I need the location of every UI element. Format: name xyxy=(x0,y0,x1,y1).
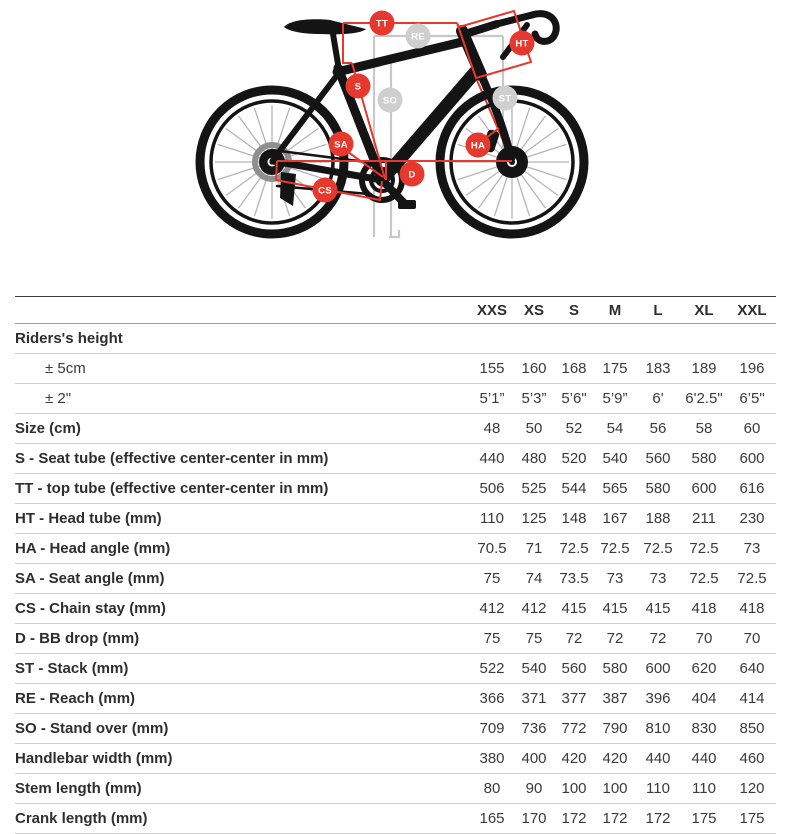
column-header-l: L xyxy=(653,301,663,319)
cell-value: 110 xyxy=(480,510,504,527)
table-row xyxy=(15,744,776,774)
cell-value: 415 xyxy=(561,600,587,617)
cell-value: 74 xyxy=(525,570,543,587)
badge-re xyxy=(406,24,431,49)
badge-tt xyxy=(370,11,395,36)
cell-value: 196 xyxy=(739,360,765,377)
cell-value: 810 xyxy=(645,720,671,737)
cell-value: 404 xyxy=(691,690,717,707)
cell-value: 70 xyxy=(743,630,761,647)
cell-value: 520 xyxy=(561,450,587,467)
cell-value: 71 xyxy=(525,540,543,557)
cell-value: 72.5 xyxy=(643,540,673,557)
cell-value: 100 xyxy=(561,780,587,797)
cell-value: 100 xyxy=(602,780,628,797)
table-row xyxy=(15,594,776,624)
cell-value: 73 xyxy=(743,540,761,557)
handlebar-drop xyxy=(532,14,556,42)
cell-value: 56 xyxy=(649,420,667,437)
cell-value: 414 xyxy=(739,690,765,707)
svg-text:S: S xyxy=(354,81,362,93)
cell-value: 6’5" xyxy=(739,390,765,407)
cell-value: 616 xyxy=(739,480,765,497)
table-row xyxy=(15,714,776,744)
cell-value: 189 xyxy=(691,360,717,377)
cell-value: 6' xyxy=(652,390,664,407)
cell-value: 830 xyxy=(691,720,717,737)
row-label: SA - Seat angle (mm) xyxy=(15,570,165,587)
cell-value: 175 xyxy=(691,810,717,827)
cell-value: 5’9” xyxy=(602,390,628,407)
cell-value: 58 xyxy=(695,420,713,437)
badge-ht xyxy=(510,31,535,56)
table-row xyxy=(15,324,776,354)
cell-value: 525 xyxy=(521,480,547,497)
row-label: Crank length (mm) xyxy=(15,810,148,827)
cell-value: 54 xyxy=(606,420,624,437)
bike-geometry-diagram xyxy=(0,0,790,296)
cell-value: 211 xyxy=(692,510,716,527)
cell-value: 183 xyxy=(645,360,671,377)
cell-value: 90 xyxy=(525,780,543,797)
cell-value: 400 xyxy=(521,750,547,767)
badge-so xyxy=(378,88,403,113)
cell-value: 380 xyxy=(479,750,505,767)
cell-value: 600 xyxy=(739,450,765,467)
cell-value: 440 xyxy=(691,750,717,767)
cell-value: 120 xyxy=(739,780,765,797)
cell-value: 415 xyxy=(645,600,671,617)
cell-value: 175 xyxy=(602,360,628,377)
cell-value: 72.5 xyxy=(689,540,719,557)
cell-value: 52 xyxy=(565,420,583,437)
cell-value: 640 xyxy=(739,660,765,677)
cell-value: 160 xyxy=(521,360,547,377)
cell-value: 600 xyxy=(645,660,671,677)
cell-value: 850 xyxy=(739,720,765,737)
cell-value: 540 xyxy=(602,450,628,467)
cell-value: 790 xyxy=(602,720,628,737)
bike-geometry-figure xyxy=(0,0,790,296)
cell-value: 580 xyxy=(602,660,628,677)
cell-value: 80 xyxy=(483,780,501,797)
cell-value: 460 xyxy=(739,750,765,767)
cell-value: 172 xyxy=(645,810,671,827)
pedal xyxy=(398,200,416,209)
row-label: D - BB drop (mm) xyxy=(15,630,140,647)
row-label: Size (cm) xyxy=(15,420,81,437)
cell-value: 75 xyxy=(525,630,543,647)
column-header-s: S xyxy=(568,301,579,319)
badge-st xyxy=(493,86,518,111)
row-label: ± 5cm xyxy=(45,360,86,377)
table-row xyxy=(15,804,776,834)
cell-value: 110 xyxy=(646,780,670,797)
table-row xyxy=(15,774,776,804)
svg-text:CS: CS xyxy=(318,185,332,197)
cell-value: 72.5 xyxy=(689,570,719,587)
cell-value: 72 xyxy=(649,630,667,647)
cell-value: 110 xyxy=(692,780,716,797)
wheel-spoke xyxy=(522,144,567,159)
cell-value: 480 xyxy=(521,450,547,467)
cell-value: 172 xyxy=(602,810,628,827)
cell-value: 172 xyxy=(561,810,587,827)
cell-value: 72.5 xyxy=(600,540,630,557)
table-row xyxy=(15,474,776,504)
cell-value: 73.5 xyxy=(559,570,589,587)
column-header-xl: XL xyxy=(694,301,714,319)
table-row xyxy=(15,654,776,684)
cell-value: 165 xyxy=(479,810,505,827)
cell-value: 772 xyxy=(561,720,587,737)
badge-cs xyxy=(313,178,338,203)
cell-value: 418 xyxy=(691,600,717,617)
cell-value: 72.5 xyxy=(737,570,767,587)
cell-value: 412 xyxy=(521,600,547,617)
cell-value: 440 xyxy=(645,750,671,767)
cell-value: 736 xyxy=(521,720,547,737)
cell-value: 540 xyxy=(521,660,547,677)
svg-text:HT: HT xyxy=(515,38,529,50)
row-label: ± 2" xyxy=(45,390,72,407)
cell-value: 580 xyxy=(645,480,671,497)
table-row xyxy=(15,624,776,654)
cell-value: 175 xyxy=(739,810,765,827)
cell-value: 5’3” xyxy=(521,390,547,407)
badge-sa xyxy=(329,132,354,157)
geometry-table xyxy=(15,296,776,834)
column-header-xs: XS xyxy=(523,301,544,319)
svg-text:TT: TT xyxy=(375,18,389,30)
cell-value: 418 xyxy=(739,600,765,617)
cell-value: 148 xyxy=(561,510,587,527)
badge-s xyxy=(346,74,371,99)
table-row xyxy=(15,504,776,534)
cell-value: 73 xyxy=(606,570,624,587)
cell-value: 396 xyxy=(645,690,671,707)
table-row xyxy=(15,354,776,384)
cell-value: 420 xyxy=(602,750,628,767)
cell-value: 188 xyxy=(645,510,671,527)
wheel-spoke xyxy=(494,172,509,217)
table-row xyxy=(15,384,776,414)
wheel-spoke xyxy=(522,165,567,180)
cell-value: 387 xyxy=(602,690,628,707)
row-label: Riders's height xyxy=(15,330,123,347)
cell-value: 420 xyxy=(561,750,587,767)
cell-value: 440 xyxy=(479,450,505,467)
row-label: TT - top tube (effective center-center in mm) xyxy=(15,480,329,497)
svg-text:D: D xyxy=(408,169,416,181)
cell-value: 125 xyxy=(521,510,547,527)
cell-value: 48 xyxy=(483,420,501,437)
cell-value: 6'2.5" xyxy=(685,390,723,407)
column-header-xxs: XXS xyxy=(476,301,507,319)
cell-value: 377 xyxy=(561,690,587,707)
cell-value: 560 xyxy=(561,660,587,677)
cell-value: 412 xyxy=(479,600,505,617)
row-label: HT - Head tube (mm) xyxy=(15,510,162,527)
table-row xyxy=(15,534,776,564)
cell-value: 522 xyxy=(479,660,505,677)
svg-text:SO: SO xyxy=(382,95,398,107)
row-label: SO - Stand over (mm) xyxy=(15,720,169,737)
svg-text:ST: ST xyxy=(498,93,512,105)
svg-text:SA: SA xyxy=(334,139,348,151)
saddle xyxy=(284,19,366,34)
cell-value: 73 xyxy=(649,570,667,587)
cell-value: 366 xyxy=(479,690,505,707)
cell-value: 72 xyxy=(565,630,583,647)
cell-value: 371 xyxy=(521,690,547,707)
badge-ha xyxy=(466,133,491,158)
row-label: CS - Chain stay (mm) xyxy=(15,600,166,617)
cell-value: 168 xyxy=(561,360,587,377)
badge-d xyxy=(400,162,425,187)
svg-text:HA: HA xyxy=(470,140,486,152)
cell-value: 75 xyxy=(483,570,501,587)
row-label: RE - Reach (mm) xyxy=(15,690,136,707)
geometry-table-header xyxy=(15,297,776,324)
rear-derailleur xyxy=(280,172,296,206)
row-label: Stem length (mm) xyxy=(15,780,142,797)
cell-value: 5’1” xyxy=(479,390,505,407)
geometry-table-body xyxy=(15,324,776,834)
column-header-m: M xyxy=(608,301,622,319)
cell-value: 72.5 xyxy=(559,540,589,557)
table-row xyxy=(15,444,776,474)
row-label: S - Seat tube (effective center-center in mm) xyxy=(15,450,329,467)
cell-value: 170 xyxy=(521,810,547,827)
cell-value: 60 xyxy=(743,420,761,437)
cell-value: 565 xyxy=(602,480,628,497)
wheel-spoke xyxy=(458,165,503,180)
cell-value: 72 xyxy=(606,630,624,647)
cell-value: 580 xyxy=(691,450,717,467)
cell-value: 75 xyxy=(483,630,501,647)
cell-value: 167 xyxy=(602,510,628,527)
cell-value: 70.5 xyxy=(477,540,507,557)
cell-value: 230 xyxy=(739,510,765,527)
row-label: ST - Stack (mm) xyxy=(15,660,129,677)
table-row xyxy=(15,564,776,594)
stem xyxy=(465,24,497,34)
cell-value: 544 xyxy=(561,480,587,497)
row-label: Handlebar width (mm) xyxy=(15,750,173,767)
wheel-spoke xyxy=(515,172,530,217)
wheel-spoke xyxy=(515,108,530,153)
cell-value: 155 xyxy=(479,360,505,377)
cell-value: 506 xyxy=(479,480,505,497)
table-row xyxy=(15,414,776,444)
cell-value: 620 xyxy=(691,660,717,677)
cell-value: 415 xyxy=(602,600,628,617)
cell-value: 600 xyxy=(691,480,717,497)
cell-value: 709 xyxy=(479,720,505,737)
top-tube xyxy=(337,41,466,72)
cell-value: 560 xyxy=(645,450,671,467)
table-row xyxy=(15,684,776,714)
svg-text:RE: RE xyxy=(411,31,425,43)
cell-value: 70 xyxy=(695,630,713,647)
cell-value: 5’6" xyxy=(561,390,587,407)
row-label: HA - Head angle (mm) xyxy=(15,540,171,557)
column-header-xxl: XXL xyxy=(737,301,767,319)
cell-value: 50 xyxy=(525,420,543,437)
